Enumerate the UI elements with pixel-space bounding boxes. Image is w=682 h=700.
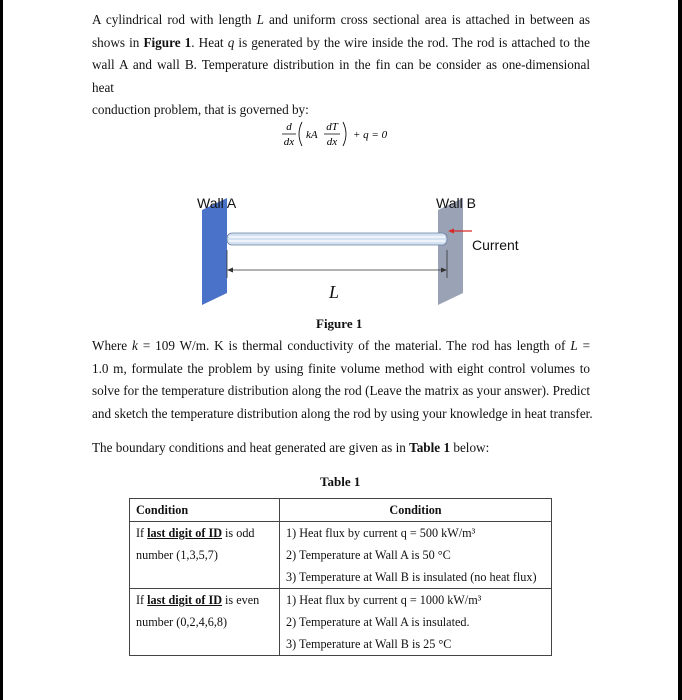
left-border xyxy=(0,0,3,700)
eq-dT-den: dx xyxy=(326,136,338,148)
body-line-1: Where k = 109 W/m. K is thermal conductivity of the material. The rod has length of L = xyxy=(92,338,591,353)
table-row xyxy=(130,589,552,656)
right-border xyxy=(678,0,682,700)
figure-caption: Figure 1 xyxy=(316,316,363,331)
wall-b-shape xyxy=(438,198,463,305)
conditions-table xyxy=(129,498,552,656)
current-label: Current xyxy=(472,237,519,253)
length-label: L xyxy=(329,282,340,302)
rod xyxy=(227,233,447,245)
row-odd-details: 1) Heat flux by current q = 500 kW/m³ 2) Temperature at Wall A is 50 °C 3) Temperature at Wall B is insulated (no heat flux) xyxy=(280,522,552,589)
table-header-row xyxy=(130,499,552,522)
wall-a-label: Wall A xyxy=(197,195,237,211)
eq-d-den: dx xyxy=(283,136,295,148)
intro-line-4: conduction problem, that is governed by: xyxy=(92,102,309,118)
intro-line-3: wall A and wall B. Temperature distribution in the fin can be consider as one-dimensional heat xyxy=(92,57,590,95)
row-odd-condition: If last digit of ID is odd number (1,3,5,7) xyxy=(130,522,280,589)
wall-b-label: Wall B xyxy=(436,195,476,211)
row-even-condition: If last digit of ID is even number (0,2,4,6,8) xyxy=(130,589,280,656)
body-line-4: and sketch the temperature distribution along the rod by using your knowledge in heat transfer. xyxy=(92,405,593,421)
table-header-2: Condition xyxy=(280,499,552,522)
eq-d-num: d xyxy=(286,121,292,133)
table-header-1: Condition xyxy=(130,499,280,522)
intro-line-1: A cylindrical rod with length L and uniform cross sectional area is attached in between as xyxy=(92,12,591,27)
body-line-3: solve for the temperature distribution along the rod (Leave the matrix as your answer). Predict xyxy=(92,383,590,399)
eq-kA: kA xyxy=(306,129,318,141)
table-row xyxy=(130,522,552,589)
row-even-details: 1) Heat flux by current q = 1000 kW/m³ 2) Temperature at Wall A is insulated. 3) Temperature at Wall B is 25 °C xyxy=(280,589,552,656)
intro-paragraph xyxy=(92,9,590,122)
eq-rest: + q = 0 xyxy=(353,129,388,141)
boundary-conditions-intro: The boundary conditions and heat generated are given as in Table 1 below: xyxy=(92,440,490,455)
wall-a-shape xyxy=(202,198,227,305)
table-caption: Table 1 xyxy=(320,474,361,489)
body-line-2: 1.0 m, formulate the problem by using finite volume method with eight control volumes to xyxy=(92,360,590,376)
intro-line-2: shows in Figure 1. Heat q is generated by the wire inside the rod. The rod is attached to the xyxy=(92,34,591,50)
governing-equation xyxy=(282,118,412,157)
eq-dT-num: dT xyxy=(326,121,338,133)
body-paragraph xyxy=(92,335,593,425)
